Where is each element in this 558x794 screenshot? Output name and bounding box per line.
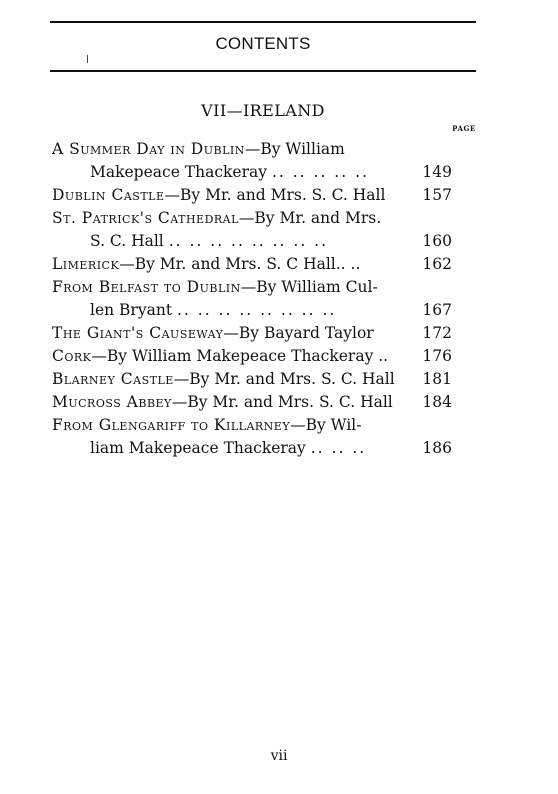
entry-author: —By William bbox=[244, 140, 345, 158]
contents-entry bbox=[52, 207, 452, 253]
entry-continuation: Makepeace Thackeray bbox=[90, 163, 268, 181]
leader-dots: .. .. .. .. .. .. .. .. bbox=[177, 301, 337, 319]
contents-entry bbox=[52, 414, 452, 460]
page-number: 176 bbox=[422, 347, 452, 365]
contents-list bbox=[52, 138, 452, 460]
leader-dots: .. .. .. bbox=[310, 439, 367, 457]
leader-dots: .. .. .. .. .. .. .. .. bbox=[168, 232, 329, 250]
top-rule bbox=[50, 21, 476, 23]
entry-title: Dublin Castle bbox=[52, 186, 165, 204]
contents-entry bbox=[52, 184, 452, 207]
entry-author: —By Wil- bbox=[290, 416, 362, 434]
entry-title: A Summer Day in Dublin bbox=[52, 140, 245, 158]
entry-title: St. Patrick's Cathedral bbox=[52, 209, 239, 227]
entry-title: From Glengariff to Killarney bbox=[52, 416, 291, 434]
page-number: 186 bbox=[422, 439, 452, 457]
contents-entry bbox=[52, 345, 452, 368]
page-number: 172 bbox=[422, 324, 452, 342]
leader-dots: .. .. .. .. .. bbox=[271, 163, 369, 181]
entry-author: —By William Cul- bbox=[240, 278, 378, 296]
page-number: 149 bbox=[422, 163, 452, 181]
print-mark bbox=[87, 55, 88, 63]
section-title: VII—IRELAND bbox=[201, 101, 325, 120]
page-number: 160 bbox=[422, 232, 452, 250]
entry-author: —By Mr. and Mrs. S. C. Hall bbox=[164, 186, 386, 204]
contents-entry bbox=[52, 368, 452, 391]
entry-title: The Giant's Causeway bbox=[52, 324, 224, 342]
entry-title: Blarney Castle bbox=[52, 370, 174, 388]
entry-author: —By Bayard Taylor bbox=[223, 324, 374, 342]
entry-title: From Belfast to Dublin bbox=[52, 278, 241, 296]
contents-entry bbox=[52, 322, 452, 345]
contents-entry bbox=[52, 138, 452, 184]
entry-author: —By Mr. and Mrs. S. C. Hall bbox=[173, 370, 395, 388]
contents-entry bbox=[52, 276, 452, 322]
folio-number: vii bbox=[270, 748, 288, 764]
page-number: 167 bbox=[422, 301, 452, 319]
page-number: 181 bbox=[422, 370, 452, 388]
entry-author: —By William Makepeace Thackeray .. bbox=[91, 347, 389, 365]
entry-author: —By Mr. and Mrs. bbox=[238, 209, 382, 227]
page-column-label: PAGE bbox=[452, 124, 476, 133]
entry-title: Mucross Abbey bbox=[52, 393, 172, 411]
page-title: CONTENTS bbox=[215, 34, 311, 53]
contents-entry bbox=[52, 391, 452, 414]
page-number: 184 bbox=[422, 393, 452, 411]
entry-continuation: S. C. Hall bbox=[90, 232, 164, 250]
entry-continuation: len Bryant bbox=[90, 301, 173, 319]
entry-continuation: liam Makepeace Thackeray bbox=[90, 439, 306, 457]
page-number: 157 bbox=[422, 186, 452, 204]
entry-title: Limerick bbox=[52, 255, 120, 273]
contents-entry bbox=[52, 253, 452, 276]
entry-title: Cork bbox=[52, 347, 92, 365]
page-number: 162 bbox=[422, 255, 452, 273]
entry-author: —By Mr. and Mrs. S. C. Hall bbox=[171, 393, 393, 411]
heading-rule bbox=[50, 70, 476, 72]
entry-author: —By Mr. and Mrs. S. C Hall.. .. bbox=[119, 255, 361, 273]
